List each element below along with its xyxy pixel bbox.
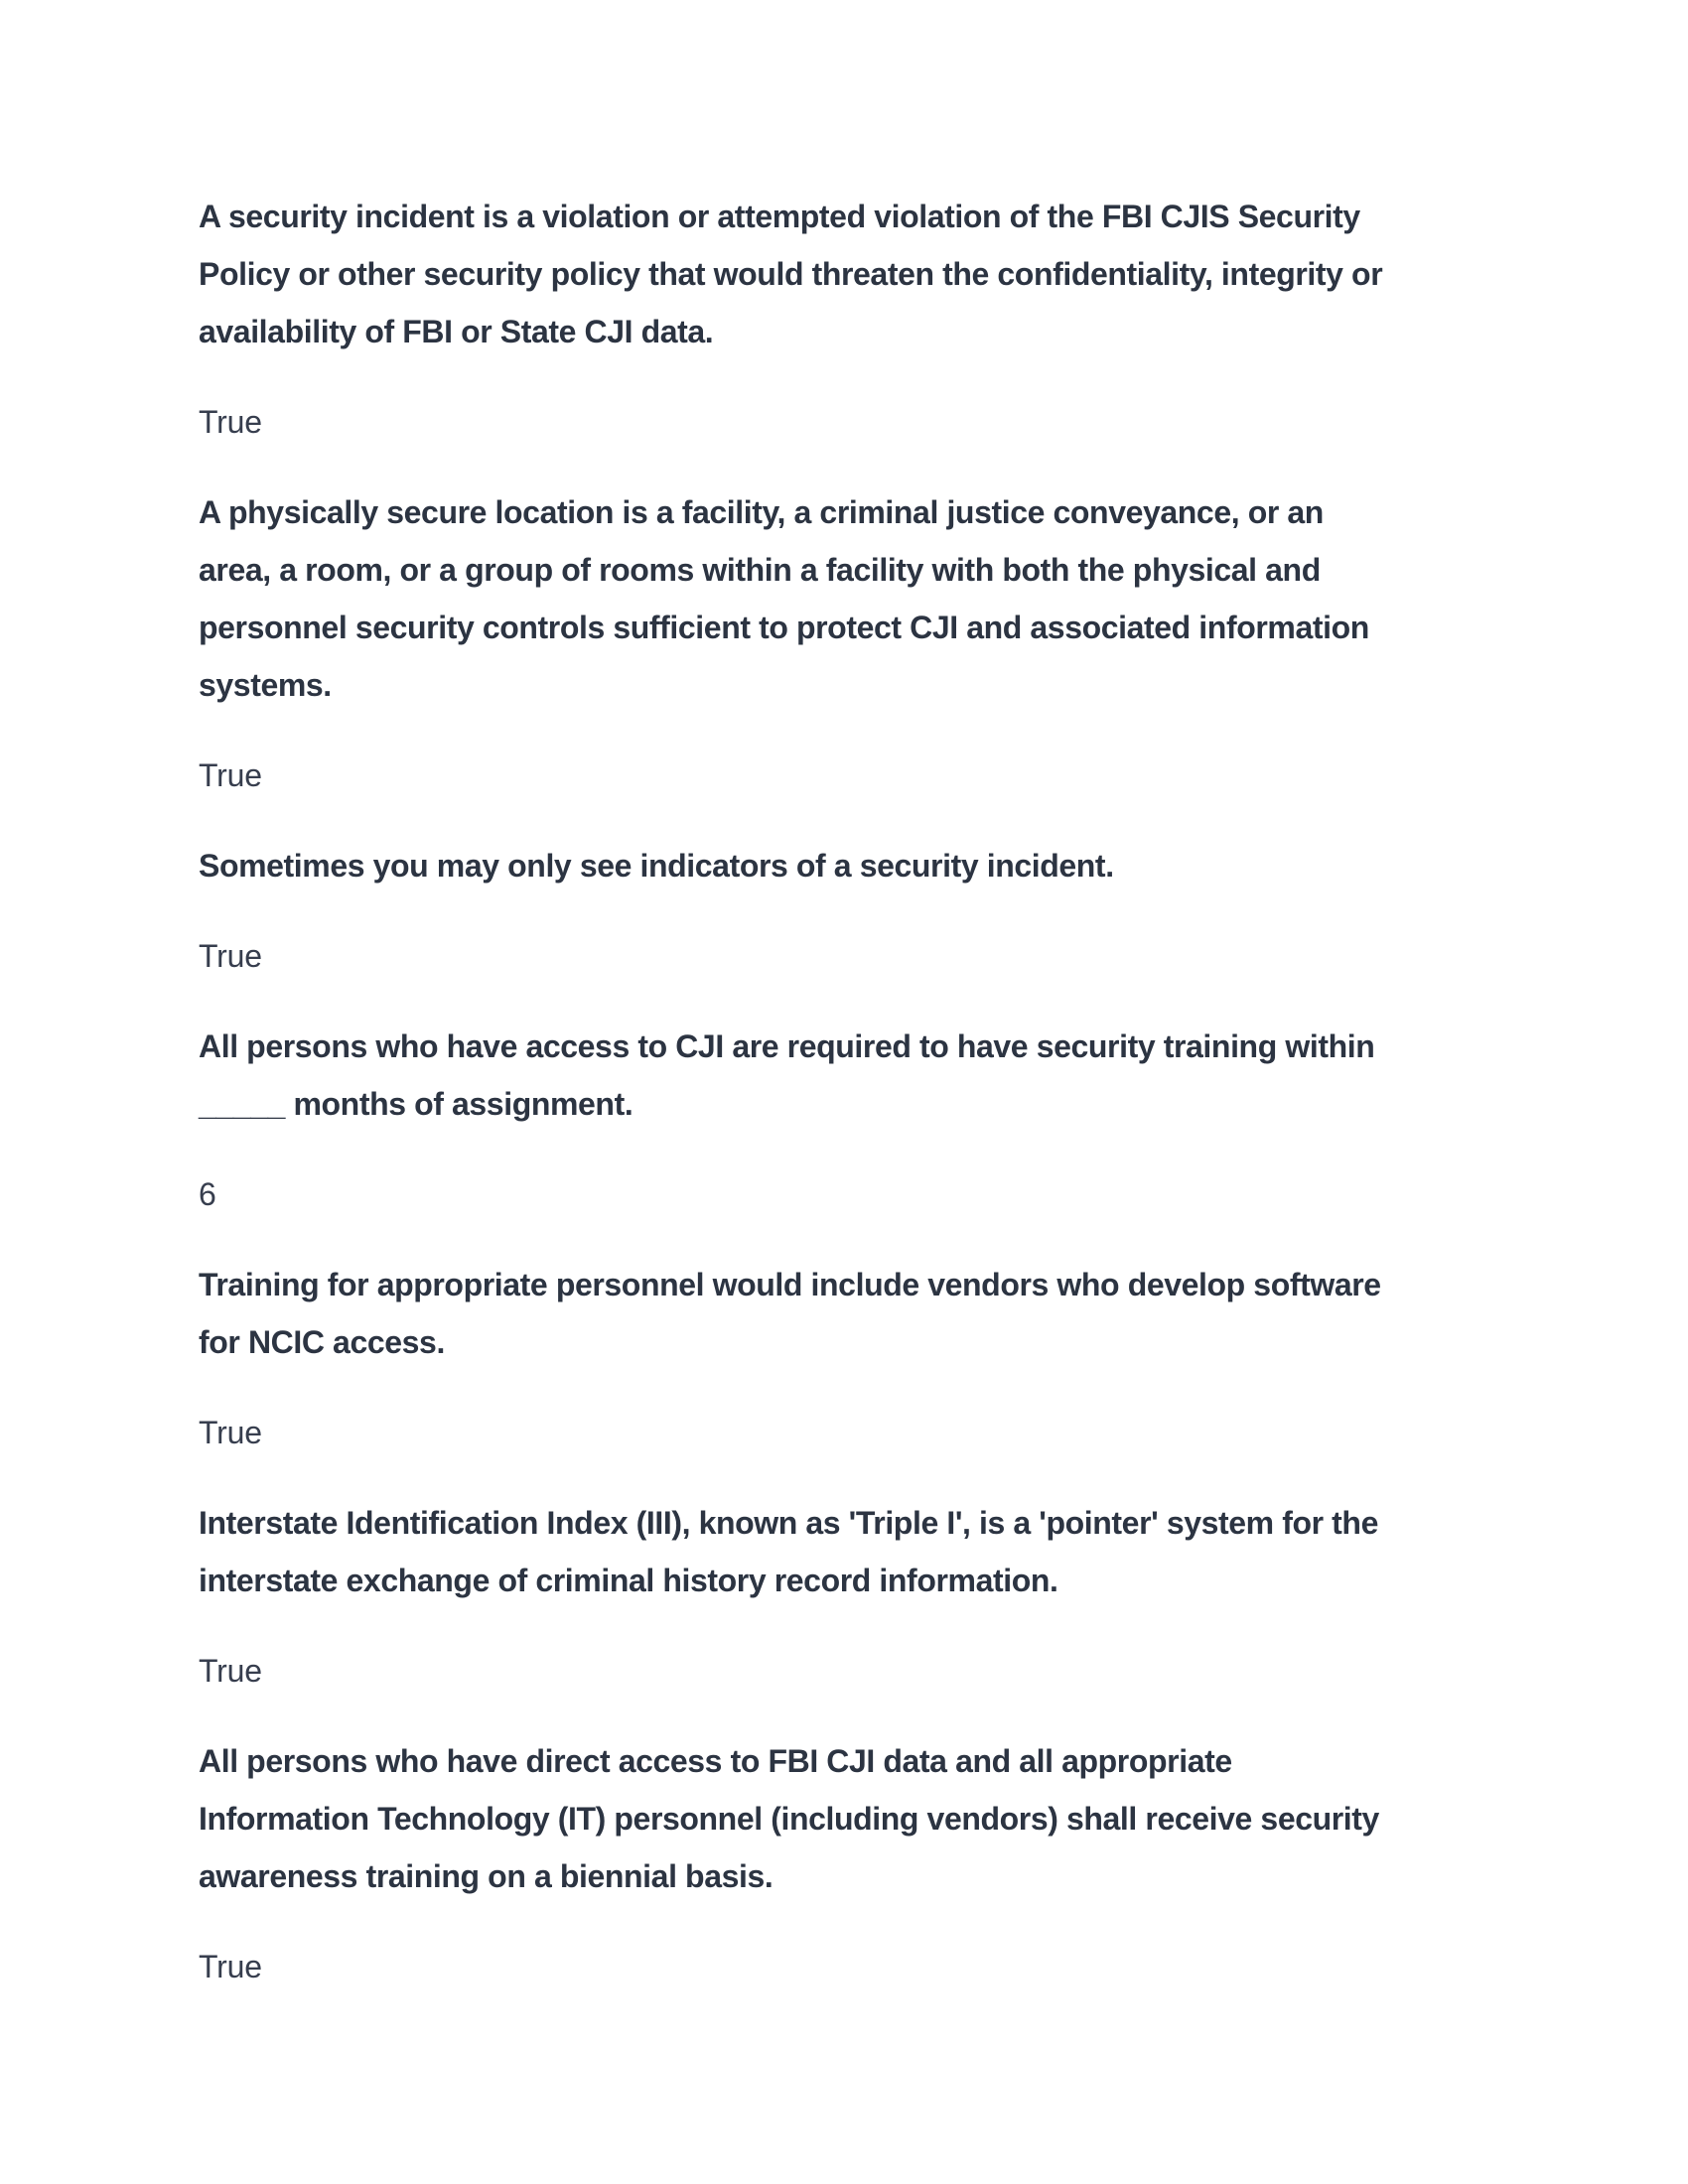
question-line: A security incident is a violation or attempted violation of the FBI CJIS Security (199, 199, 1360, 234)
answer-text: True (199, 1949, 262, 1984)
answer-text: True (199, 938, 262, 974)
question-line: Interstate Identification Index (III), known as 'Triple I', is a 'pointer' system for the (199, 1505, 1378, 1541)
question-line: _____ months of assignment. (199, 1086, 633, 1122)
question-text (199, 483, 1509, 714)
answer-text: True (199, 404, 262, 440)
flashcard-block (199, 483, 1509, 804)
question-line: A physically secure location is a facility, a criminal justice conveyance, or an (199, 494, 1324, 530)
question-line: awareness training on a biennial basis. (199, 1858, 774, 1894)
question-text (199, 1732, 1509, 1905)
question-line: All persons who have direct access to FBI CJI data and all appropriate (199, 1743, 1232, 1779)
question-line: Sometimes you may only see indicators of a security incident. (199, 848, 1114, 884)
flashcard-block (199, 1732, 1509, 1995)
question-line: personnel security controls sufficient to protect CJI and associated information (199, 610, 1369, 645)
question-line: Training for appropriate personnel would include vendors who develop software (199, 1267, 1381, 1302)
question-line: Policy or other security policy that would threaten the confidentiality, integrity or (199, 256, 1383, 292)
question-text (199, 188, 1509, 360)
question-line: for NCIC access. (199, 1324, 445, 1360)
question-line: Information Technology (IT) personnel (including vendors) shall receive security (199, 1801, 1379, 1837)
question-line: interstate exchange of criminal history record information. (199, 1563, 1058, 1598)
question-line: systems. (199, 667, 332, 703)
flashcard-block (199, 1494, 1509, 1700)
question-line: All persons who have access to CJI are required to have security training within (199, 1028, 1375, 1064)
flashcard-block (199, 188, 1509, 451)
answer-text: True (199, 757, 262, 793)
flashcard-block (199, 837, 1509, 985)
question-text (199, 1018, 1509, 1133)
question-text (199, 1256, 1509, 1371)
question-line: availability of FBI or State CJI data. (199, 314, 714, 349)
flashcard-block (199, 1256, 1509, 1461)
answer-text: True (199, 1653, 262, 1689)
question-text (199, 1494, 1509, 1609)
answer-text: 6 (199, 1176, 216, 1212)
question-text (199, 837, 1509, 894)
answer-text: True (199, 1415, 262, 1450)
flashcard-block (199, 1018, 1509, 1223)
question-line: area, a room, or a group of rooms within a facility with both the physical and (199, 552, 1321, 588)
